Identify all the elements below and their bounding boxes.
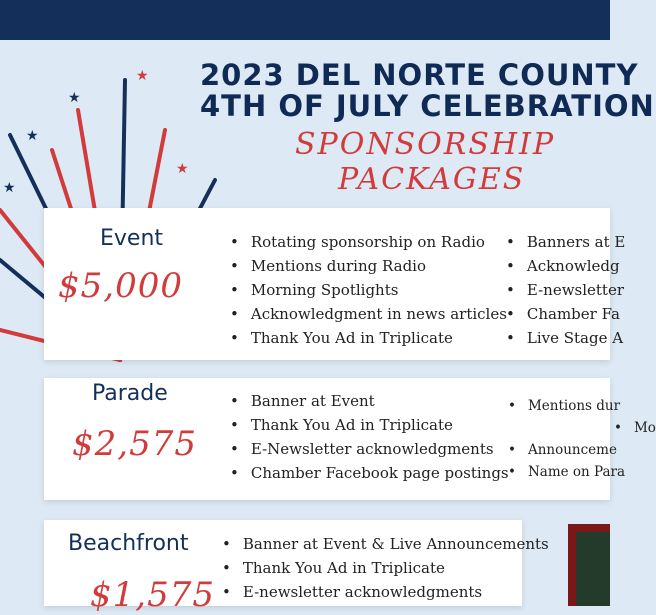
list-item: • Acknowledg bbox=[506, 254, 625, 278]
photo-image bbox=[576, 532, 610, 606]
list-item: • Morning Spotlights bbox=[230, 278, 507, 302]
list-item-continued bbox=[508, 417, 656, 439]
event-benefits-list-left bbox=[230, 230, 507, 350]
list-item: • Acknowledgment in news articles bbox=[230, 302, 507, 326]
list-item: • Announceme bbox=[508, 439, 656, 461]
subtitle-line-1: SPONSORSHIP bbox=[295, 127, 556, 162]
parade-package-price: $2,575 bbox=[72, 424, 197, 464]
list-item: • Mentions during Radio bbox=[230, 254, 507, 278]
list-item: • Chamber Fa bbox=[506, 302, 625, 326]
page-title bbox=[200, 60, 655, 122]
list-item: • Banner at Event bbox=[230, 389, 509, 413]
title-line-2: 4TH OF JULY CELEBRATION bbox=[200, 89, 655, 123]
star-icon: ★ bbox=[3, 180, 16, 196]
event-benefits-list-right bbox=[506, 230, 625, 350]
list-item: • E-Newsletter acknowledgments bbox=[230, 437, 509, 461]
beachfront-package-name: Beachfront bbox=[68, 531, 189, 556]
list-item: • Thank You Ad in Triplicate bbox=[222, 556, 549, 580]
event-package-name: Event bbox=[100, 226, 164, 251]
top-banner-bar bbox=[0, 0, 610, 40]
list-item-text: Mo bbox=[633, 420, 656, 436]
photo-frame bbox=[568, 524, 610, 606]
list-item: • Thank You Ad in Triplicate bbox=[230, 413, 509, 437]
star-icon: ★ bbox=[68, 90, 81, 106]
subtitle-line-2: PACKAGES bbox=[338, 162, 526, 197]
list-item: • Banners at E bbox=[506, 230, 625, 254]
star-icon: ★ bbox=[26, 128, 39, 144]
beachfront-benefits-list bbox=[222, 532, 549, 604]
list-item: • Live Stage A bbox=[506, 326, 625, 350]
parade-package-name: Parade bbox=[92, 381, 168, 406]
parade-benefits-list-left bbox=[230, 389, 509, 485]
event-package-price: $5,000 bbox=[58, 266, 183, 306]
list-item: • Banner at Event & Live Announcements bbox=[222, 532, 549, 556]
list-item: • Name on Para bbox=[508, 461, 656, 483]
beachfront-package-price: $1,575 bbox=[90, 575, 215, 615]
list-item: • E-newsletter acknowledgments bbox=[222, 580, 549, 604]
star-icon: ★ bbox=[176, 161, 189, 177]
parade-benefits-list-right bbox=[508, 395, 656, 483]
title-line-1: 2023 DEL NORTE COUNTY bbox=[200, 58, 639, 92]
list-item: • Thank You Ad in Triplicate bbox=[230, 326, 507, 350]
list-item: • Chamber Facebook page postings bbox=[230, 461, 509, 485]
star-icon: ★ bbox=[136, 68, 149, 84]
list-item: • Rotating sponsorship on Radio bbox=[230, 230, 507, 254]
list-item: • Mentions dur bbox=[508, 395, 656, 417]
list-item: • E-newsletter bbox=[506, 278, 625, 302]
